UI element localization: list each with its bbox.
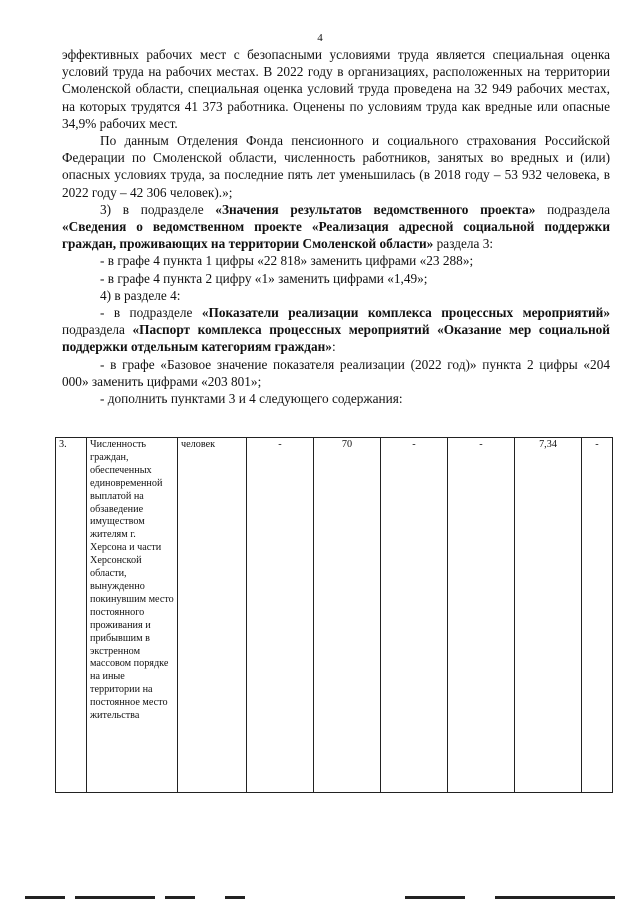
indicator-name: Численность граждан, обеспеченных единовременной выплатой на обзаведение имуществом жителям г. Херсона и части Херсонской области, вынужденно покинувшим место постоянного проживания и прибывшим в экстренном массовом порядке на иные территории на постоянное место жительства (87, 438, 178, 793)
table-row (56, 438, 613, 793)
unit-cell: человек (178, 438, 247, 793)
page-number: 4 (317, 32, 323, 44)
row-number: 3. (56, 438, 87, 793)
item-4-bold-title: «Показатели реализации комплекса процессных мероприятий» (201, 305, 610, 321)
paragraph-1: эффективных рабочих мест с безопасными условиями труда является специальная оценка условий труда на рабочих местах. В 2022 году в организациях, расположенных на территории Смоленской области, специальная оценка условий труда проведена на 32 949 рабочих местах, на которых трудятся 41 373 работника. Оценены по условиям труда как вредные или опасные 34,9% рабочих мест. (62, 47, 610, 131)
item-4-paragraph (62, 304, 610, 356)
item-4-suffix: : (331, 339, 336, 355)
scan-edge-marks (25, 896, 615, 901)
item-3-line-2: - в графе 4 пункта 2 цифру «1» заменить цифрами «1,49»; (100, 270, 428, 286)
item-4-mid: подраздела (62, 322, 133, 338)
document-body (62, 46, 610, 407)
value-cell-6: - (381, 438, 448, 793)
item-3-prefix: 3) в подразделе (100, 201, 216, 217)
item-3-paragraph (62, 201, 610, 253)
paragraph-2: По данным Отделения Фонда пенсионного и социального страхования Российской Федерации по Смоленской области, численность работников, занятых во вредных и (или) опасных условиях труда, за последние пять лет уменьшилась (в 2018 году – 53 932 человека, в 2022 году – 42 306 человек).»; (62, 133, 610, 200)
value-cell-4: - (247, 438, 314, 793)
value-cell-5: 70 (314, 438, 381, 793)
item-4-line-1: - в графе «Базовое значение показателя реализации (2022 год)» пункта 2 цифры «204 000» заменить цифрами «203 801»; (62, 356, 610, 389)
item-4-line-2: - дополнить пунктами 3 и 4 следующего содержания: (100, 391, 403, 407)
indicator-table (55, 437, 613, 793)
item-4-prefix: - в подразделе (100, 305, 202, 321)
item-4-header: 4) в разделе 4: (100, 287, 181, 303)
item-4-bold-subsection: «Паспорт комплекса процессных мероприятий «Оказание мер социальной поддержки отдельным категориям граждан» (62, 322, 610, 355)
value-cell-9: - (582, 438, 613, 793)
item-3-line-1: - в графе 4 пункта 1 цифры «22 818» заменить цифрами «23 288»; (100, 253, 474, 269)
item-3-bold-subsection: «Сведения о ведомственном проекте «Реализация адресной социальной поддержки граждан, проживающих на территории Смоленской области» (62, 219, 610, 252)
item-3-mid: подраздела (535, 201, 610, 217)
item-3-bold-title: «Значения результатов ведомственного проекта» (215, 201, 536, 217)
item-3-suffix: раздела 3: (433, 236, 494, 252)
value-cell-8: 7,34 (515, 438, 582, 793)
value-cell-7: - (448, 438, 515, 793)
